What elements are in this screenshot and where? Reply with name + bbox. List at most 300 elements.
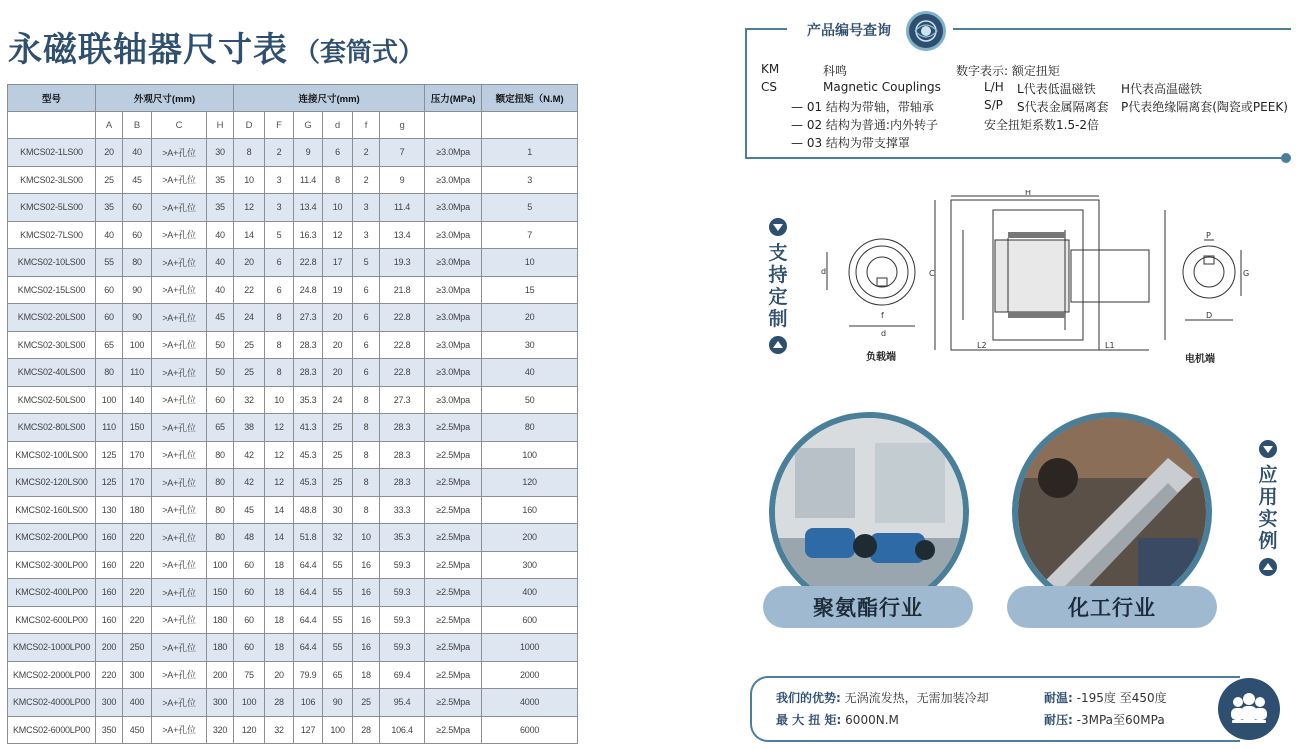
col-g-lower: g: [380, 112, 425, 139]
page-title: [8, 22, 424, 71]
cell-a: 25: [96, 166, 123, 194]
cell-c: >A+孔位: [152, 551, 207, 579]
cell-g-upper: 22.8: [294, 249, 323, 277]
col-c: C: [152, 112, 207, 139]
cell-b: 150: [123, 414, 152, 442]
dim-label-d: d: [821, 267, 827, 276]
cell-h: 320: [207, 716, 234, 744]
pressure-label: 耐压:: [1044, 713, 1073, 727]
cell-h: 35: [207, 194, 234, 222]
cell-a: 80: [96, 359, 123, 387]
col-blank: [8, 112, 96, 139]
header-outer-dims: 外观尺寸(mm): [96, 85, 234, 112]
header-pressure: 压力(MPa): [425, 85, 482, 112]
col-g-upper: G: [294, 112, 323, 139]
cell-f-upper: 14: [265, 496, 294, 524]
cell-torque: 5: [482, 194, 578, 222]
pressure-value: -3MPa至60MPa: [1076, 713, 1165, 727]
cell-g-upper: 45.3: [294, 469, 323, 497]
cell-f-lower: 2: [353, 139, 380, 167]
cell-d-lower: 12: [323, 221, 353, 249]
dim-label-l1: L1: [1105, 341, 1115, 350]
cell-d-lower: 25: [323, 441, 353, 469]
col-pressure-blank: [425, 112, 482, 139]
cell-f-lower: 16: [353, 634, 380, 662]
cases-char: 实: [1258, 508, 1278, 530]
cell-f-upper: 2: [265, 139, 294, 167]
cell-d-lower: 17: [323, 249, 353, 277]
custom-support-label: [767, 218, 789, 354]
cell-f-lower: 16: [353, 579, 380, 607]
cell-a: 160: [96, 579, 123, 607]
cell-d-upper: 8: [234, 139, 265, 167]
cell-f-upper: 20: [265, 661, 294, 689]
cell-g-lower: 69.4: [380, 661, 425, 689]
temp-label: 耐温:: [1044, 691, 1073, 705]
cell-b: 220: [123, 606, 152, 634]
cell-torque: 80: [482, 414, 578, 442]
table-row: [8, 414, 578, 442]
cell-torque: 160: [482, 496, 578, 524]
cell-h: 80: [207, 524, 234, 552]
cell-c: >A+孔位: [152, 689, 207, 717]
spec-table-body: [8, 139, 578, 744]
cell-d-lower: 20: [323, 331, 353, 359]
cell-model: KMCS02-120LS00: [8, 469, 96, 497]
cell-model: KMCS02-100LS00: [8, 441, 96, 469]
cell-g-lower: 59.3: [380, 606, 425, 634]
cell-torque: 15: [482, 276, 578, 304]
cell-g-upper: 64.4: [294, 634, 323, 662]
cell-g-lower: 9: [380, 166, 425, 194]
cell-c: >A+孔位: [152, 276, 207, 304]
cell-d-lower: 6: [323, 139, 353, 167]
pressure-row: [1044, 711, 1165, 728]
cell-pressure: ≥3.0Mpa: [425, 304, 482, 332]
cell-model: KMCS02-7LS00: [8, 221, 96, 249]
cell-d-lower: 100: [323, 716, 353, 744]
cell-model: KMCS02-40LS00: [8, 359, 96, 387]
cell-d-lower: 25: [323, 414, 353, 442]
cell-c: >A+孔位: [152, 606, 207, 634]
table-row: [8, 194, 578, 222]
cell-a: 20: [96, 139, 123, 167]
dim-label-g: G: [1243, 269, 1250, 278]
cell-c: >A+孔位: [152, 496, 207, 524]
cell-f-lower: 28: [353, 716, 380, 744]
table-row: [8, 249, 578, 277]
cell-d-upper: 38: [234, 414, 265, 442]
cell-model: KMCS02-5LS00: [8, 194, 96, 222]
cell-f-lower: 8: [353, 414, 380, 442]
cell-g-upper: 48.8: [294, 496, 323, 524]
cell-f-upper: 12: [265, 469, 294, 497]
cell-g-lower: 59.3: [380, 579, 425, 607]
cell-f-lower: 10: [353, 524, 380, 552]
cell-pressure: ≥3.0Mpa: [425, 221, 482, 249]
cell-c: >A+孔位: [152, 221, 207, 249]
cell-pressure: ≥2.5Mpa: [425, 469, 482, 497]
cell-c: >A+孔位: [152, 359, 207, 387]
cell-f-upper: 8: [265, 359, 294, 387]
cell-model: KMCS02-400LP00: [8, 579, 96, 607]
cell-c: >A+孔位: [152, 579, 207, 607]
cell-f-upper: 12: [265, 441, 294, 469]
cell-h: 45: [207, 304, 234, 332]
col-torque-blank: [482, 112, 578, 139]
col-b: B: [123, 112, 152, 139]
cell-b: 60: [123, 194, 152, 222]
cell-b: 220: [123, 551, 152, 579]
cell-b: 300: [123, 661, 152, 689]
cell-g-upper: 11.4: [294, 166, 323, 194]
cell-f-lower: 18: [353, 661, 380, 689]
cell-f-lower: 6: [353, 359, 380, 387]
table-row: [8, 221, 578, 249]
col-d-lower: d: [323, 112, 353, 139]
case-chemical-banner: 化工行业: [1007, 586, 1217, 628]
cell-model: KMCS02-600LP00: [8, 606, 96, 634]
cell-g-upper: 41.3: [294, 414, 323, 442]
cell-f-lower: 6: [353, 331, 380, 359]
cell-d-lower: 55: [323, 551, 353, 579]
cell-torque: 4000: [482, 689, 578, 717]
cs-code: CS: [761, 80, 777, 94]
cell-c: >A+孔位: [152, 661, 207, 689]
cell-f-lower: 6: [353, 276, 380, 304]
cell-f-upper: 28: [265, 689, 294, 717]
cell-h: 150: [207, 579, 234, 607]
cell-d-upper: 100: [234, 689, 265, 717]
option-02: — 02 结构为普通:内外转子: [791, 118, 938, 132]
cell-h: 50: [207, 331, 234, 359]
cell-c: >A+孔位: [152, 469, 207, 497]
cell-c: >A+孔位: [152, 194, 207, 222]
cell-f-lower: 6: [353, 304, 380, 332]
cell-g-lower: 22.8: [380, 331, 425, 359]
cell-c: >A+孔位: [152, 524, 207, 552]
cell-g-upper: 24.8: [294, 276, 323, 304]
sp-insulated: P代表绝缘隔离套(陶瓷或PEEK): [1121, 100, 1288, 114]
cell-b: 170: [123, 441, 152, 469]
cell-torque: 1: [482, 139, 578, 167]
table-row: [8, 551, 578, 579]
case-polyurethane-banner: 聚氨酯行业: [763, 586, 973, 628]
cell-pressure: ≥2.5Mpa: [425, 689, 482, 717]
panel-frame: [953, 28, 1291, 30]
cell-a: 35: [96, 194, 123, 222]
dim-label-d-motor: D: [1206, 311, 1213, 320]
cell-torque: 600: [482, 606, 578, 634]
km-desc: 科鸣: [823, 64, 848, 78]
cell-pressure: ≥3.0Mpa: [425, 194, 482, 222]
advantage-label: 我们的优势:: [776, 691, 841, 705]
option-03: — 03 结构为带支撑罩: [791, 136, 910, 150]
cell-c: >A+孔位: [152, 331, 207, 359]
custom-char: 制: [768, 308, 788, 330]
cell-g-lower: 7: [380, 139, 425, 167]
cell-torque: 40: [482, 359, 578, 387]
cell-torque: 30: [482, 331, 578, 359]
cell-a: 160: [96, 524, 123, 552]
cell-h: 50: [207, 359, 234, 387]
cell-f-upper: 14: [265, 524, 294, 552]
cell-model: KMCS02-2000LP00: [8, 661, 96, 689]
cell-d-upper: 32: [234, 386, 265, 414]
cell-f-lower: 3: [353, 221, 380, 249]
cell-g-upper: 45.3: [294, 441, 323, 469]
cell-d-lower: 30: [323, 496, 353, 524]
safety-factor: 安全扭矩系数1.5-2倍: [984, 118, 1100, 132]
cell-g-lower: 106.4: [380, 716, 425, 744]
cell-a: 40: [96, 221, 123, 249]
table-row: [8, 441, 578, 469]
cell-model: KMCS02-4000LP00: [8, 689, 96, 717]
cell-torque: 100: [482, 441, 578, 469]
temp-row: [1044, 689, 1167, 706]
cell-pressure: ≥2.5Mpa: [425, 606, 482, 634]
cell-b: 80: [123, 249, 152, 277]
cell-b: 220: [123, 579, 152, 607]
cell-model: KMCS02-300LP00: [8, 551, 96, 579]
custom-char: 支: [768, 242, 788, 264]
col-h: H: [207, 112, 234, 139]
cell-torque: 7: [482, 221, 578, 249]
col-f-lower: f: [353, 112, 380, 139]
cell-d-lower: 19: [323, 276, 353, 304]
cell-d-lower: 24: [323, 386, 353, 414]
cell-a: 55: [96, 249, 123, 277]
cell-h: 40: [207, 249, 234, 277]
cell-g-lower: 28.3: [380, 414, 425, 442]
advantages-box: [750, 676, 1240, 742]
cell-d-lower: 10: [323, 194, 353, 222]
custom-support-text: [767, 242, 789, 330]
sp-metal: S代表金属隔离套: [1017, 100, 1109, 114]
cases-char: 例: [1258, 530, 1278, 552]
cell-c: >A+孔位: [152, 249, 207, 277]
cell-d-lower: 8: [323, 166, 353, 194]
sp-code: S/P: [984, 98, 1003, 112]
lh-code: L/H: [984, 80, 1004, 94]
cell-f-lower: 8: [353, 386, 380, 414]
max-torque-row: [776, 711, 899, 728]
cell-d-upper: 48: [234, 524, 265, 552]
cell-a: 200: [96, 634, 123, 662]
cell-f-upper: 18: [265, 579, 294, 607]
cell-f-lower: 3: [353, 194, 380, 222]
cell-h: 30: [207, 139, 234, 167]
table-row: [8, 524, 578, 552]
cell-model: KMCS02-15LS00: [8, 276, 96, 304]
table-row: [8, 139, 578, 167]
cell-model: KMCS02-6000LP00: [8, 716, 96, 744]
cell-d-lower: 25: [323, 469, 353, 497]
cell-d-upper: 25: [234, 359, 265, 387]
cell-pressure: ≥2.5Mpa: [425, 661, 482, 689]
cell-a: 160: [96, 606, 123, 634]
table-row: [8, 331, 578, 359]
cell-pressure: ≥2.5Mpa: [425, 634, 482, 662]
cell-f-lower: 2: [353, 166, 380, 194]
cell-a: 130: [96, 496, 123, 524]
cell-g-upper: 27.3: [294, 304, 323, 332]
table-row: [8, 496, 578, 524]
cell-d-upper: 25: [234, 331, 265, 359]
cell-b: 60: [123, 221, 152, 249]
cell-g-upper: 13.4: [294, 194, 323, 222]
cell-model: KMCS02-20LS00: [8, 304, 96, 332]
cell-d-upper: 75: [234, 661, 265, 689]
cell-b: 40: [123, 139, 152, 167]
cell-f-upper: 10: [265, 386, 294, 414]
cell-d-upper: 42: [234, 441, 265, 469]
cell-a: 60: [96, 276, 123, 304]
cell-h: 65: [207, 414, 234, 442]
cell-b: 180: [123, 496, 152, 524]
cell-model: KMCS02-30LS00: [8, 331, 96, 359]
cell-d-lower: 20: [323, 359, 353, 387]
cell-h: 80: [207, 469, 234, 497]
cell-g-lower: 22.8: [380, 359, 425, 387]
cell-c: >A+孔位: [152, 139, 207, 167]
cell-g-upper: 28.3: [294, 331, 323, 359]
cell-g-upper: 51.8: [294, 524, 323, 552]
lh-low-temp: L代表低温磁铁: [1017, 82, 1096, 96]
cell-torque: 50: [482, 386, 578, 414]
cell-g-upper: 16.3: [294, 221, 323, 249]
cell-g-lower: 27.3: [380, 386, 425, 414]
cell-h: 180: [207, 634, 234, 662]
cell-f-lower: 16: [353, 551, 380, 579]
cell-f-upper: 6: [265, 249, 294, 277]
cell-pressure: ≥2.5Mpa: [425, 716, 482, 744]
cell-f-lower: 16: [353, 606, 380, 634]
cell-d-lower: 65: [323, 661, 353, 689]
cell-d-upper: 12: [234, 194, 265, 222]
cell-h: 180: [207, 606, 234, 634]
cell-d-lower: 32: [323, 524, 353, 552]
panel-frame: [745, 28, 747, 159]
cell-d-upper: 60: [234, 634, 265, 662]
cell-pressure: ≥3.0Mpa: [425, 331, 482, 359]
table-row: [8, 661, 578, 689]
cell-a: 350: [96, 716, 123, 744]
cell-f-upper: 18: [265, 634, 294, 662]
custom-char: 定: [768, 286, 788, 308]
cell-d-upper: 60: [234, 579, 265, 607]
cell-torque: 400: [482, 579, 578, 607]
cell-f-upper: 6: [265, 276, 294, 304]
title-main: 永磁联轴器尺寸表: [8, 30, 288, 70]
cell-b: 100: [123, 331, 152, 359]
cell-pressure: ≥3.0Mpa: [425, 139, 482, 167]
col-a: A: [96, 112, 123, 139]
cell-b: 450: [123, 716, 152, 744]
table-row: [8, 276, 578, 304]
advantages-panel: [750, 676, 1280, 742]
triangle-down-icon: [1259, 440, 1277, 458]
cell-pressure: ≥3.0Mpa: [425, 386, 482, 414]
cases-char: 应: [1258, 464, 1278, 486]
cell-pressure: ≥2.5Mpa: [425, 414, 482, 442]
cell-a: 160: [96, 551, 123, 579]
table-row: [8, 469, 578, 497]
triangle-up-icon: [769, 336, 787, 354]
cell-d-upper: 22: [234, 276, 265, 304]
cell-pressure: ≥2.5Mpa: [425, 579, 482, 607]
cell-model: KMCS02-200LP00: [8, 524, 96, 552]
cell-b: 90: [123, 276, 152, 304]
cell-model: KMCS02-50LS00: [8, 386, 96, 414]
advantage-row: [776, 689, 989, 706]
cell-c: >A+孔位: [152, 166, 207, 194]
cell-b: 220: [123, 524, 152, 552]
cell-d-upper: 10: [234, 166, 265, 194]
cell-d-lower: 90: [323, 689, 353, 717]
case-photo-chemical: [1012, 412, 1212, 612]
cell-h: 40: [207, 276, 234, 304]
cell-torque: 1000: [482, 634, 578, 662]
load-end-label: 负载端: [866, 352, 896, 363]
cell-torque: 200: [482, 524, 578, 552]
cell-g-upper: 64.4: [294, 551, 323, 579]
cell-g-upper: 64.4: [294, 606, 323, 634]
cell-b: 170: [123, 469, 152, 497]
cell-b: 110: [123, 359, 152, 387]
cell-pressure: ≥2.5Mpa: [425, 496, 482, 524]
cell-model: KMCS02-160LS00: [8, 496, 96, 524]
cell-f-upper: 18: [265, 606, 294, 634]
cell-b: 140: [123, 386, 152, 414]
cell-g-upper: 127: [294, 716, 323, 744]
cell-d-lower: 55: [323, 579, 353, 607]
cell-d-lower: 55: [323, 606, 353, 634]
cell-pressure: ≥2.5Mpa: [425, 441, 482, 469]
cell-g-lower: 19.3: [380, 249, 425, 277]
dim-label-h: H: [1025, 190, 1032, 197]
cell-g-lower: 59.3: [380, 634, 425, 662]
cell-d-upper: 120: [234, 716, 265, 744]
cell-g-lower: 28.3: [380, 441, 425, 469]
cell-model: KMCS02-1000LP00: [8, 634, 96, 662]
cell-d-upper: 60: [234, 606, 265, 634]
cell-f-upper: 8: [265, 331, 294, 359]
cell-c: >A+孔位: [152, 441, 207, 469]
cell-h: 40: [207, 221, 234, 249]
cell-pressure: ≥3.0Mpa: [425, 249, 482, 277]
code-lookup-heading: 产品编号查询: [803, 20, 895, 40]
cell-c: >A+孔位: [152, 386, 207, 414]
cell-torque: 300: [482, 551, 578, 579]
table-row: [8, 386, 578, 414]
dim-label-p: P: [1206, 231, 1211, 240]
cell-h: 35: [207, 166, 234, 194]
cell-h: 300: [207, 689, 234, 717]
header-connection-dims: 连接尺寸(mm): [234, 85, 425, 112]
cell-torque: 120: [482, 469, 578, 497]
cell-pressure: ≥2.5Mpa: [425, 524, 482, 552]
cell-g-upper: 79.9: [294, 661, 323, 689]
cell-f-lower: 8: [353, 496, 380, 524]
product-code-panel: [745, 23, 1291, 159]
header-rated-torque: 额定扭矩（N.M): [482, 85, 578, 112]
advantage-value: 无涡流发热，无需加装冷却: [844, 691, 989, 705]
lh-high-temp: H代表高温磁铁: [1121, 82, 1203, 96]
cell-a: 60: [96, 304, 123, 332]
cell-f-lower: 8: [353, 441, 380, 469]
title-sub: （套筒式）: [294, 38, 425, 68]
